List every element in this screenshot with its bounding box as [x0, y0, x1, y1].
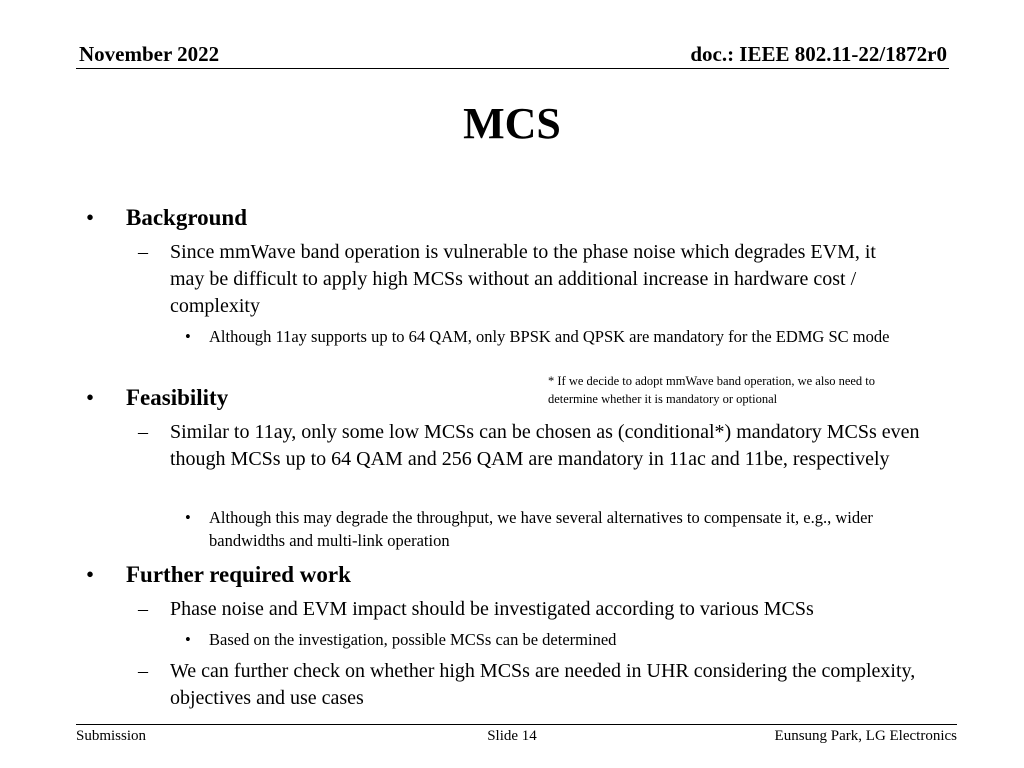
dash-feasibility: – [138, 421, 148, 443]
text-further-work-sub: Phase noise and EVM impact should be investigated according to various MCSs [170, 598, 814, 620]
header-rule [76, 68, 949, 69]
bullet-background: • [86, 205, 95, 230]
heading-further-work: Further required work [126, 562, 351, 587]
text-further-work-sub-2: We can further check on whether high MCSs are needed in UHR considering the complexity, objectives and use cases [170, 660, 916, 709]
dot-further-work: • [185, 630, 191, 649]
footer-rule [76, 724, 957, 725]
footer-submission: Submission [76, 728, 147, 744]
header-date: November 2022 [79, 42, 220, 66]
header-doc-id: doc.: IEEE 802.11-22/1872r0 [690, 42, 947, 66]
footnote: * If we decide to adopt mmWave band operation, we also need to determine whether it is mandatory or optional [548, 374, 876, 406]
dash-further-work: – [138, 598, 148, 620]
text-feasibility-subsub: Although this may degrade the throughput, we have several alternatives to compensate it, e.g., wider bandwidths and multi-link operation [209, 508, 873, 550]
bullet-further-work: • [86, 562, 95, 587]
dash-background: – [138, 241, 148, 263]
heading-background: Background [126, 205, 248, 230]
dash-further-work-2: – [138, 660, 148, 682]
text-background-sub: Since mmWave band operation is vulnerable to the phase noise which degrades EVM, it may be difficult to apply high MCSs without an additional increase in hardware cost / complexity [170, 241, 876, 317]
text-background-subsub: Although 11ay supports up to 64 QAM, only BPSK and QPSK are mandatory for the EDMG SC mode [209, 327, 890, 346]
slide-title: MCS [463, 99, 561, 148]
footer-slide-number: Slide 14 [487, 728, 537, 744]
bullet-feasibility: • [86, 385, 95, 410]
text-feasibility-sub: Similar to 11ay, only some low MCSs can be chosen as (conditional*) mandatory MCSs even though MCSs up to 64 QAM and 256 QAM are mandatory in 11ac and 11be, respectively [170, 421, 920, 470]
heading-feasibility: Feasibility [126, 385, 229, 410]
text-further-work-subsub: Based on the investigation, possible MCSs can be determined [209, 630, 617, 649]
footer-author: Eunsung Park, LG Electronics [774, 728, 957, 744]
dot-background: • [185, 327, 191, 346]
dot-feasibility: • [185, 508, 191, 527]
